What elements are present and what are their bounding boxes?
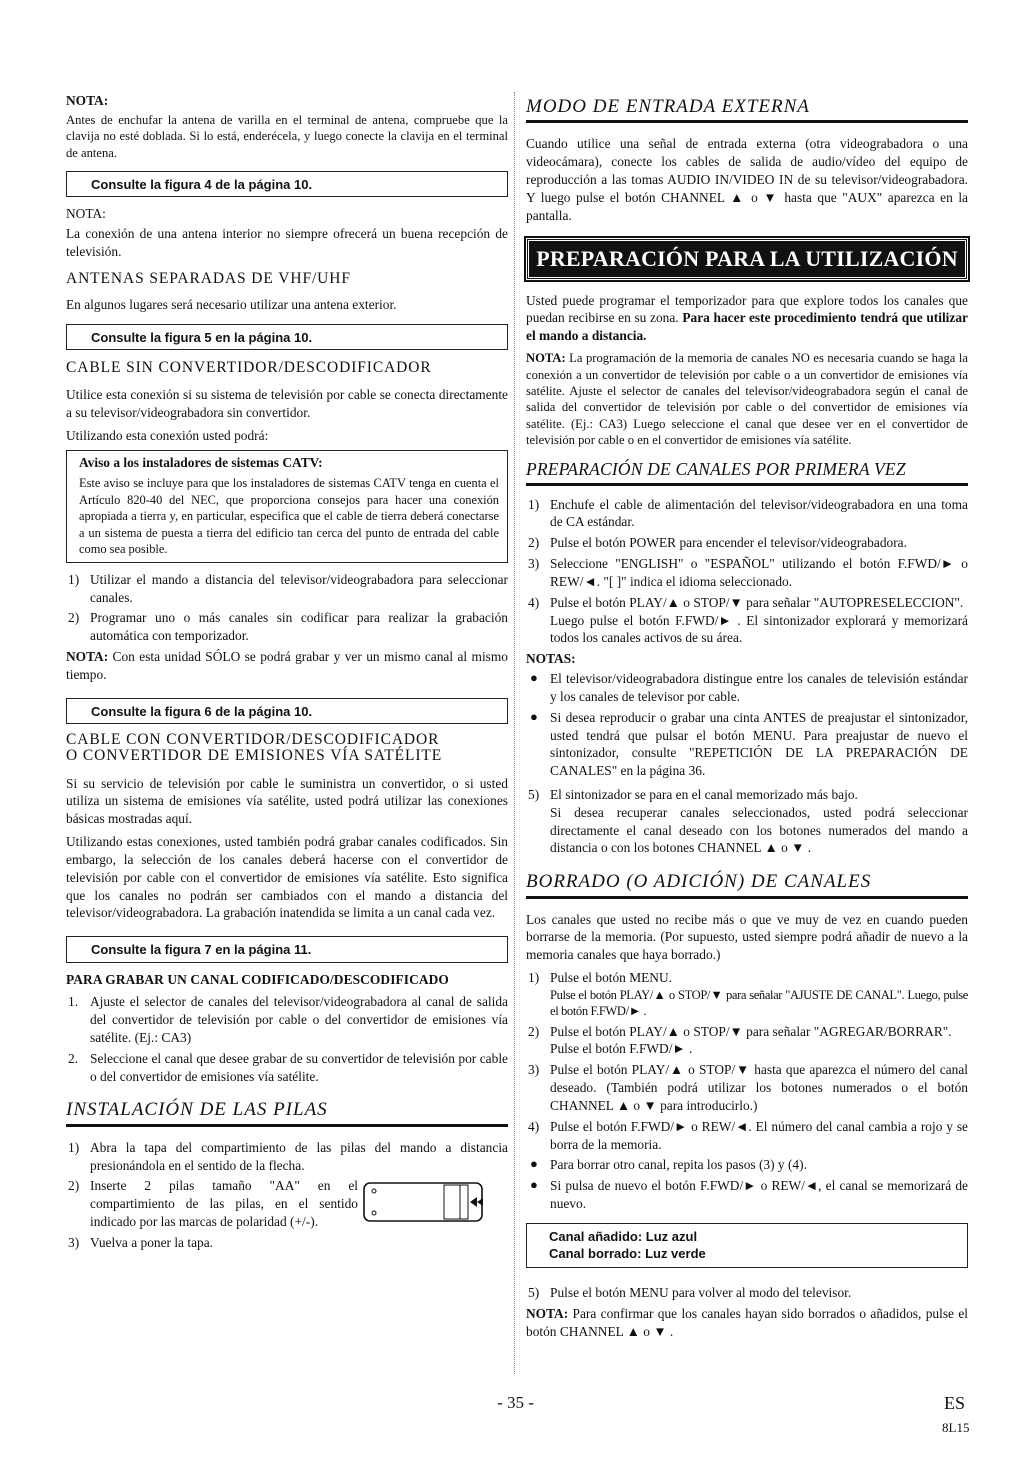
paragraph: Utilizando estas conexiones, usted también podrá grabar canales codificados. Sin embargo, la selección de los canales deberá hacerse con el convertidor de televisión por cable con el convertidor de emisiones vía satélite. Esto significa que los canales no podrán ser cambiados con el mando a distancia del televisor/videograbadora. La grabación inatendida se limita a un canal cada vez. [66, 834, 508, 921]
nota-text: La conexión de una antena interior no siempre ofrecerá un buena recepción de televisión. [66, 226, 508, 259]
numbered-list [526, 1284, 968, 1302]
paragraph: En algunos lugares será necesario utilizar una antena exterior. [66, 297, 397, 313]
nota-paragraph: NOTA: Para confirmar que los canales hayan sido borrados o añadidos, pulse el botón CHANNEL ▲ o ▼ . [526, 1305, 968, 1339]
figure-reference: Consulte la figura 4 de la página 10. [66, 171, 508, 197]
bullet-list [526, 670, 968, 780]
list-item: 1) Pulse el botón MENU. Pulse el botón PLAY/▲ o STOP/▼ para señalar "AJUSTE DE CANAL". Luego, pulse el botón F.FWD/► . [528, 970, 968, 1019]
section-heading: INSTALACIÓN DE LAS PILAS [66, 1097, 508, 1126]
section-heading: PARA GRABAR UN CANAL CODIFICADO/DESCODIFICADO [66, 971, 449, 987]
nota-text: Antes de enchufar la antena de varilla en el terminal de antena, compruebe que la clavija no esté doblada. Si lo está, enderécela, y luego conecte la clavija en el terminal de antena. [66, 112, 508, 160]
numbered-list [526, 496, 968, 648]
section-heading: ANTENAS SEPARADAS DE VHF/UHF [66, 269, 351, 287]
list-item: 2. Seleccione el canal que desee grabar de su convertidor de televisión por cable o del convertidor de emisiones vía satélite. [68, 1050, 508, 1084]
paragraph: Si su servicio de televisión por cable le suministra un convertidor, o si usted utiliza un sistema de emisiones vía satélite, usted podrá utilizar las conexiones básicas mostradas aquí. [66, 775, 508, 827]
notas-heading: NOTAS: [526, 651, 576, 667]
channel-color-legend [526, 1223, 968, 1268]
list-item: ● El televisor/videograbadora distingue entre los canales de televisión estándar y los canales de televisor por cable. [530, 670, 968, 704]
list-item: 1) Utilizar el mando a distancia del televisor/videograbadora para seleccionar canales. [68, 571, 508, 605]
nota-heading: NOTA: [66, 93, 109, 108]
left-column [66, 92, 508, 1255]
list-item: 2) Pulse el botón POWER para encender el televisor/videograbadora. [528, 535, 907, 551]
canal-anadido-label: Canal añadido: Luz azul [549, 1228, 698, 1244]
list-item: ● Para borrar otro canal, repita los pasos (3) y (4). [530, 1156, 807, 1173]
list-item: ● Si desea reproducir o grabar una cinta ANTES de preajustar el sintonizador, usted tendrá que pulsar el botón MENU. Para preajustar de nuevo el sintonizador, consulte "REPETICIÓN DE LA PREPARACIÓN DE CANALES" en la página 36. [530, 708, 968, 779]
numbered-list [526, 786, 968, 857]
section-heading: CABLE SIN CONVERTIDOR/DESCODIFICADOR [66, 359, 432, 377]
section-heading: MODO DE ENTRADA EXTERNA [526, 94, 968, 123]
nota-paragraph: NOTA: La programación de la memoria de canales NO es necesaria cuando se haga la conexión a un convertidor de televisión por cable o a un convertidor de emisiones vía satélite. Ajuste el selector de canales del televisor/videograbadora según el canal de salida del convertidor de televisión por cable o del convertidor de emisiones vía satélite. (Ej.: CA3) Luego seleccione el canal que desee ver en el convertidor de televisión por cable o en el convertidor de emisiones vía satélite. [526, 351, 968, 447]
section-heading: PREPARACIÓN DE CANALES POR PRIMERA VEZ [526, 458, 968, 485]
list-item: 4) Pulse el botón PLAY/▲ o STOP/▼ para señalar "AUTOPRESELECCION". Luego pulse el botón F.FWD/► . El sintonizador explorará y memorizará todos los canales activos de su área. [528, 594, 968, 646]
list-item: 2) Inserte 2 pilas tamaño "AA" en el compartimiento de las pilas, en el sentido indicado por las marcas de polaridad (+/-). [68, 1178, 358, 1230]
figure-reference: Consulte la figura 5 en la página 10. [66, 324, 508, 350]
numbered-list [66, 571, 508, 645]
list-item: 2) Pulse el botón PLAY/▲ o STOP/▼ para señalar "AGREGAR/BORRAR". Pulse el botón F.FWD/► . [528, 1023, 952, 1057]
canal-borrado-label: Canal borrado: Luz verde [549, 1246, 706, 1262]
nota-paragraph: NOTA: Con esta unidad SÓLO se podrá grabar y ver un mismo canal al mismo tiempo. [66, 649, 508, 682]
section-heading: BORRADO (O ADICIÓN) DE CANALES [526, 869, 968, 898]
list-item: 1. Ajuste el selector de canales del televisor/videograbadora al canal de salida del convertidor de televisión por cable o del convertidor de emisiones vía satélite. (Ej.: CA3) [68, 994, 508, 1045]
battery-compartment-illustration [360, 1177, 490, 1227]
list-item: 3) Seleccione "ENGLISH" o "ESPAÑOL" utilizando el botón F.FWD/► o REW/◄. "[ ]" indica el idioma seleccionado. [528, 556, 968, 589]
section-heading: CABLE CON CONVERTIDOR/DESCODIFICADOR O CONVERTIDOR DE EMISIONES VÍA SATÉLITE [66, 731, 443, 765]
numbered-list [526, 969, 968, 1153]
bullet-list [526, 1156, 968, 1212]
numbered-list [66, 1139, 508, 1252]
list-item: 3) Vuelva a poner la tapa. [68, 1234, 213, 1250]
paragraph: Los canales que usted no recibe más o que ve muy de vez en cuando pueden borrarse de la memoria. (Por supuesto, usted siempre podrá añadir de nuevo a la memoria canales que haya borrado.) [526, 911, 968, 963]
paragraph: Utilizando esta conexión usted podrá: [66, 427, 269, 443]
language-code: ES [944, 1393, 966, 1413]
right-column [526, 92, 968, 1345]
paragraph: Utilice esta conexión si su sistema de televisión por cable se conecta directamente a su televisor/videograbadora sin convertidor. [66, 387, 508, 420]
catv-notice-box [66, 450, 508, 562]
numbered-list [66, 993, 508, 1085]
list-item: 2) Programar uno o más canales sin codificar para realizar la grabación automática con temporizador. [68, 610, 508, 644]
list-item: 1) Abra la tapa del compartimiento de las pilas del mando a distancia presionándola en el sentido de la flecha. [68, 1139, 508, 1173]
list-item: 5) Pulse el botón MENU para volver al modo del televisor. [528, 1284, 852, 1300]
list-item: 5) El sintonizador se para en el canal memorizado más bajo. Si desea recuperar canales seleccionados, usted podrá seleccionar directamente el canal deseado con los botones numerados del mando a distancia o con los botones CHANNEL ▲ o ▼ . [528, 786, 968, 856]
figure-reference: Consulte la figura 7 en la página 11. [66, 936, 508, 962]
paragraph: Usted puede programar el temporizador para que explore todos los canales que puedan recibirse en su zona. Para hacer este procedimiento tendrá que utilizar el mando a distancia. [526, 292, 968, 344]
list-item: 1) Enchufe el cable de alimentación del televisor/videograbadora en una toma de CA estándar. [528, 496, 968, 530]
figure-reference: Consulte la figura 6 de la página 10. [66, 698, 508, 724]
page-number: - 35 - [497, 1393, 534, 1412]
section-banner: PREPARACIÓN PARA LA UTILIZACIÓN [526, 238, 968, 279]
catv-notice-text: Este aviso se incluye para que los instaladores de sistemas CATV tenga en cuenta el Artículo 820-40 del NEC, que proporciona consejos para hacer una conexión apropiada a tierra y, en particular, especifica que el cable de tierra deberá conectarse a un sistema de puesta a tierra del edificio tan cerca del punto de entrada del cable como sea posible. [79, 476, 499, 557]
catv-notice-title: Aviso a los instaladores de sistemas CATV: [79, 455, 323, 471]
list-item: 3) Pulse el botón PLAY/▲ o STOP/▼ hasta que aparezca el número del canal deseado. (También podrá utilizar los botones numerados o el botón CHANNEL ▲ o ▼ para introducirlo.) [528, 1062, 968, 1113]
nota-heading: NOTA: [66, 206, 106, 222]
column-separator [514, 92, 515, 1374]
list-item: ● Si pulsa de nuevo el botón F.FWD/► o REW/◄, el canal se memorizará de nuevo. [530, 1177, 968, 1212]
list-item: 4) Pulse el botón F.FWD/► o REW/◄. El número del canal cambia a rojo y se borra de la memoria. [528, 1118, 968, 1152]
paragraph: Cuando utilice una señal de entrada externa (otra videograbadora o una videocámara), conecte los cables de salida de audio/vídeo del equipo de reproducción a las tomas AUDIO IN/VIDEO IN de su televisor/videograbadora. Y luego pulse el botón CHANNEL ▲ o ▼ hasta que "AUX" aparezca en la pantalla. [526, 136, 968, 223]
model-code: 8L15 [942, 1420, 970, 1435]
